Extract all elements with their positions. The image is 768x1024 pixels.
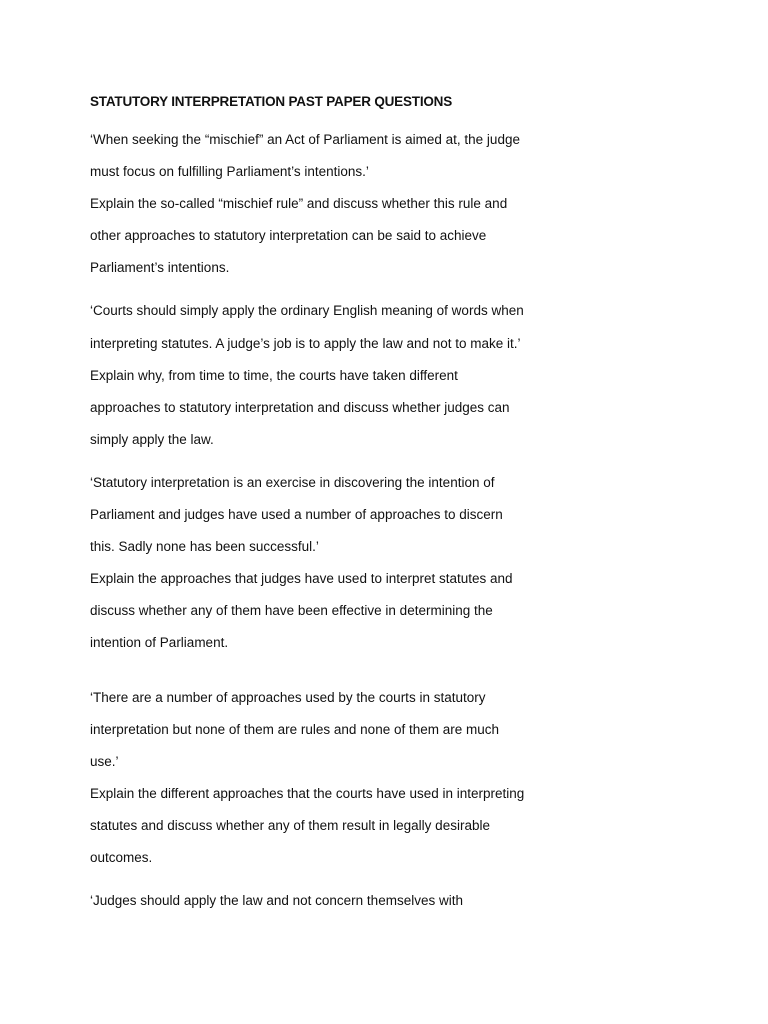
text-line: approaches to statutory interpretation and discuss whether judges can xyxy=(90,399,510,415)
text-line: simply apply the law. xyxy=(90,431,214,447)
question-paragraph-3 xyxy=(90,467,560,660)
text-line: Parliament and judges have used a number of approaches to discern xyxy=(90,507,503,523)
text-line: Explain the approaches that judges have used to interpret statutes and xyxy=(90,571,513,587)
text-line: ‘When seeking the “mischief” an Act of Parliament is aimed at, the judge xyxy=(90,132,520,147)
text-line: interpreting statutes. A judge’s job is to apply the law and not to make it.’ xyxy=(90,335,521,351)
question-paragraph-1 xyxy=(90,124,560,284)
text-line: ‘Courts should simply apply the ordinary English meaning of words when xyxy=(90,303,524,319)
text-line: use.’ xyxy=(90,753,119,769)
text-line: other approaches to statutory interpretation can be said to achieve xyxy=(90,228,487,244)
text-line: intention of Parliament. xyxy=(90,635,229,651)
text-line: this. Sadly none has been successful.’ xyxy=(90,539,319,555)
text-line: Explain the so-called “mischief rule” and discuss whether this rule and xyxy=(90,196,508,212)
text-line: interpretation but none of them are rules and none of them are much xyxy=(90,721,500,737)
question-paragraph-4 xyxy=(90,682,560,875)
text-line: ‘Judges should apply the law and not concern themselves with xyxy=(90,893,463,909)
text-line: statutes and discuss whether any of them result in legally desirable xyxy=(90,817,490,833)
question-paragraph-2 xyxy=(90,295,560,455)
text-line: Explain why, from time to time, the courts have taken different xyxy=(90,367,458,383)
question-paragraph-5 xyxy=(90,885,560,917)
text-line: Parliament’s intentions. xyxy=(90,260,230,276)
text-line: discuss whether any of them have been effective in determining the xyxy=(90,603,493,619)
document-title: STATUTORY INTERPRETATION PAST PAPER QUESTIONS xyxy=(90,94,453,109)
text-line: must focus on fulfilling Parliament’s intentions.’ xyxy=(90,164,369,180)
text-line: ‘Statutory interpretation is an exercise in discovering the intention of xyxy=(90,474,495,490)
document-body xyxy=(90,92,560,917)
text-line: outcomes. xyxy=(90,849,153,865)
text-line: ‘There are a number of approaches used by the courts in statutory xyxy=(90,689,486,705)
text-line: Explain the different approaches that the courts have used in interpreting xyxy=(90,785,525,801)
